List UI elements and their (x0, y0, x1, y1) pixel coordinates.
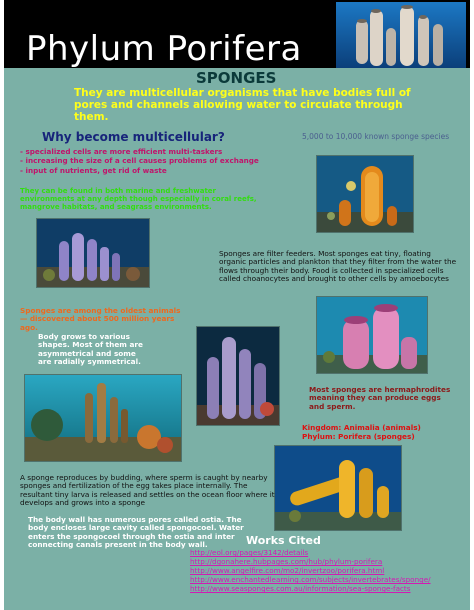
tube-sponges-photo (336, 2, 466, 68)
yellow-sponge-photo (274, 445, 402, 531)
citation-link[interactable]: http://eol.org/pages/3142/details (190, 548, 309, 557)
works-cited-list (190, 548, 431, 593)
sponges-heading: SPONGES (196, 69, 277, 87)
tall-sponges-photo (196, 326, 280, 426)
orange-sponge-photo (316, 155, 414, 233)
citation-link[interactable]: http://www.enchantedlearning.com/subjects/invertebrates/sponge/ (190, 575, 431, 584)
phylum-label: Phylum: Porifera (sponges) (302, 431, 415, 441)
page-title: Phylum Porifera (26, 29, 302, 69)
body-wall-text: The body wall has numerous pores called ostia. The body encloses large cavity called spongocoel. Water enters the spongocoel through the ostia and inter connecting canals present in the body wall. (28, 515, 244, 550)
citation-link[interactable]: http://www.seasponges.com.au/information/sea-sponge-facts (190, 584, 411, 593)
pink-sponges-photo (316, 296, 428, 374)
classification (302, 424, 421, 442)
filter-feeder-text: Sponges are filter feeders. Most sponges eat tiny, floating organic particles and plankton that they filter from the water the flows through their body. Food is collected in specialized cells called choanocytes and brought to other cells by amoebocytes (219, 249, 457, 284)
poster (4, 0, 470, 610)
coral-reef-photo (24, 374, 182, 462)
why-points (20, 147, 259, 175)
why-point: - increasing the size of a cell causes problems of exchange (20, 156, 259, 166)
habitat-text: They can be found in both marine and freshwater environments at any depth though especially in coral reefs, mangrove habitats, and seagrass environments. (20, 187, 257, 212)
species-count: 5,000 to 10,000 known sponge species (302, 132, 450, 141)
citation-link[interactable]: http://www.angelfire.com/mo2/invertzoo/porifera.html (190, 566, 385, 575)
kingdom-label: Kingdom: Animalia (animals) (302, 423, 421, 432)
hermaphrodite-text: Most sponges are hermaphrodites meaning they can produce eggs and sperm. (309, 385, 451, 411)
reproduction-text: A sponge reproduces by budding, where sperm is caught by nearby sponges and fertilization of the egg takes place internally. The resultant tiny larva is released and settles on the ocean floor where it develops and grows into a sponge (20, 473, 275, 508)
purple-sponges-photo (36, 218, 150, 288)
oldest-animals-text: Sponges are among the oldest animals — discovered about 500 million years ago. (20, 306, 181, 332)
works-cited-heading: Works Cited (246, 534, 321, 547)
why-heading: Why become multicellular? (42, 130, 225, 144)
citation-link[interactable]: http://dgonahere.hubpages.com/hub/phylum-porifera (190, 557, 383, 566)
why-point: - input of nutrients, get rid of waste (20, 165, 167, 175)
body-shape-text: Body grows to various shapes. Most of them are asymmetrical and some are radially symmetrical. (38, 332, 143, 367)
why-point: - specialized cells are more efficient multi-taskers (20, 147, 223, 156)
intro-text: They are multicellular organisms that have bodies full of pores and channels allowing water to circulate through them. (74, 87, 411, 124)
